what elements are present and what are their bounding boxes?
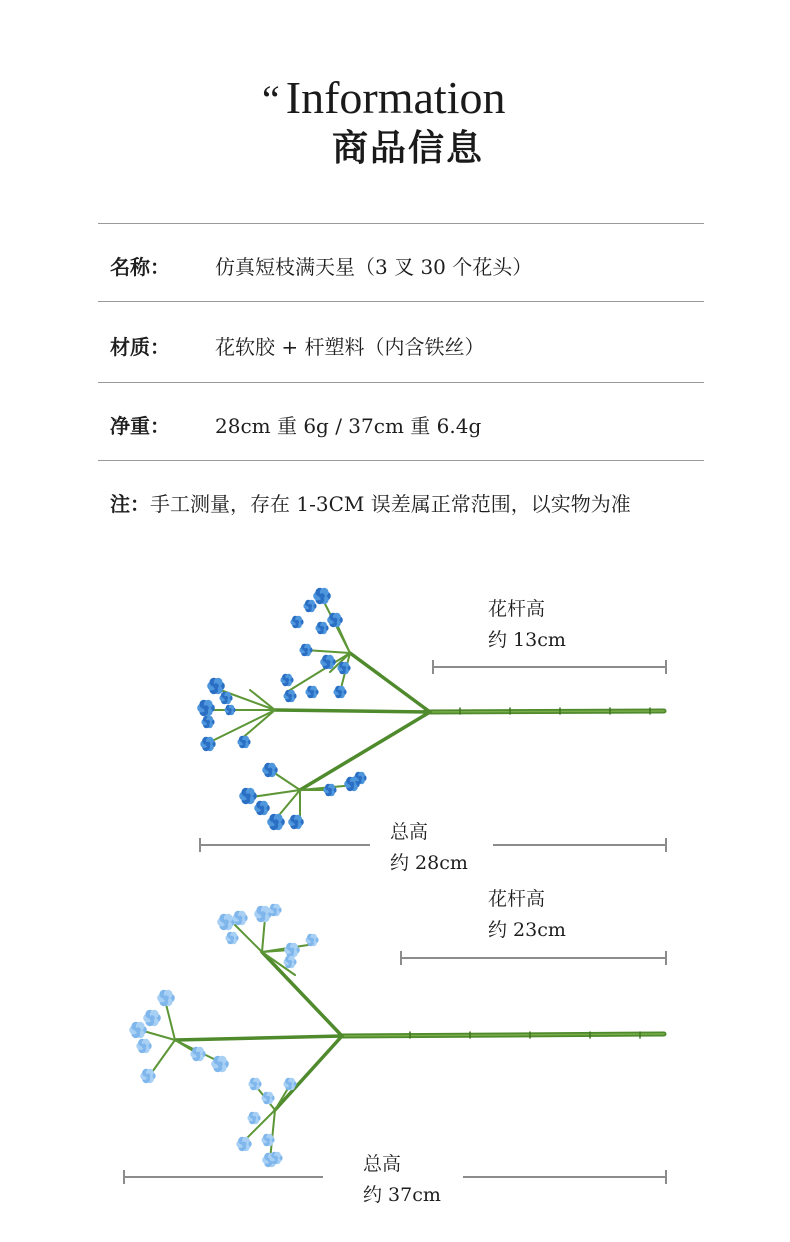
flower-stems-1 [205,598,664,820]
quote-mark: “ [262,77,280,122]
flower-head [283,690,296,702]
flower-head [283,956,296,968]
total-height-label-2 [363,1149,441,1211]
total-height-label-1 [390,817,468,879]
flower-head [320,655,336,669]
note-label: 注： [110,492,150,516]
flower-head [225,705,236,715]
row-label-weight: 净重： [110,414,170,438]
title-chinese: 商品信息 [331,127,484,169]
flower-head [157,990,175,1006]
flower-head [299,644,312,656]
flower-head [236,1137,251,1151]
flower-head [261,1092,274,1104]
flower-head [217,914,235,930]
flower-head [200,737,215,751]
total-height-value-1: 约 28cm [390,852,468,874]
flower-head [190,1047,205,1061]
row-label-name: 名称： [110,255,170,279]
flower-head [207,678,225,694]
row-value-name: 仿真短枝满天星（3 叉 30 个花头） [215,255,533,279]
row-value-material: 花软胶 + 杆塑料（内含铁丝） [215,335,485,359]
flower-head [136,1039,151,1053]
flower-head [303,600,316,612]
flower-head [239,788,257,804]
flower-head [232,911,247,925]
total-height-value-2: 约 37cm [363,1184,441,1206]
flower-head [225,932,238,944]
row-value-weight: 28cm 重 6g / 37cm 重 6.4g [215,414,482,438]
flower-head [323,784,336,796]
note-text: 手工测量，存在 1-3CM 误差属正常范围，以实物为准 [150,492,631,516]
stem-height-title-2: 花杆高 [488,888,546,910]
flower-head [333,686,346,698]
flower-head [262,763,278,777]
flower-head [219,692,232,704]
flower-head [248,1078,261,1090]
flower-head [140,1069,155,1083]
flower-head [280,674,293,686]
flower-head [290,616,303,628]
stem-height-value-2: 约 23cm [488,919,566,941]
flower-head [247,1112,260,1124]
stem-height-title-1: 花杆高 [488,598,546,620]
flower-head [197,700,215,716]
flower-head [288,815,304,829]
total-height-title-1: 总高 [390,821,429,843]
flower-head [201,716,214,728]
title-english-text: Information [285,72,506,123]
flower-head [237,736,250,748]
stem-dimension-line-2 [401,951,666,965]
stem-height-value-1: 约 13cm [488,629,566,651]
flower-head [267,814,285,830]
flower-head [284,943,300,957]
flower-head [129,1022,147,1038]
stem-height-label-2 [488,884,566,946]
flower-head [143,1010,161,1026]
stem-height-label-1 [488,594,566,656]
flower-head [305,686,318,698]
flower-head [313,588,331,604]
total-height-title-2: 总高 [363,1153,402,1175]
stem-dimension-line-1 [433,660,666,674]
flower-head [254,801,270,815]
flower-head [315,622,328,634]
row-label-material: 材质： [110,335,170,359]
